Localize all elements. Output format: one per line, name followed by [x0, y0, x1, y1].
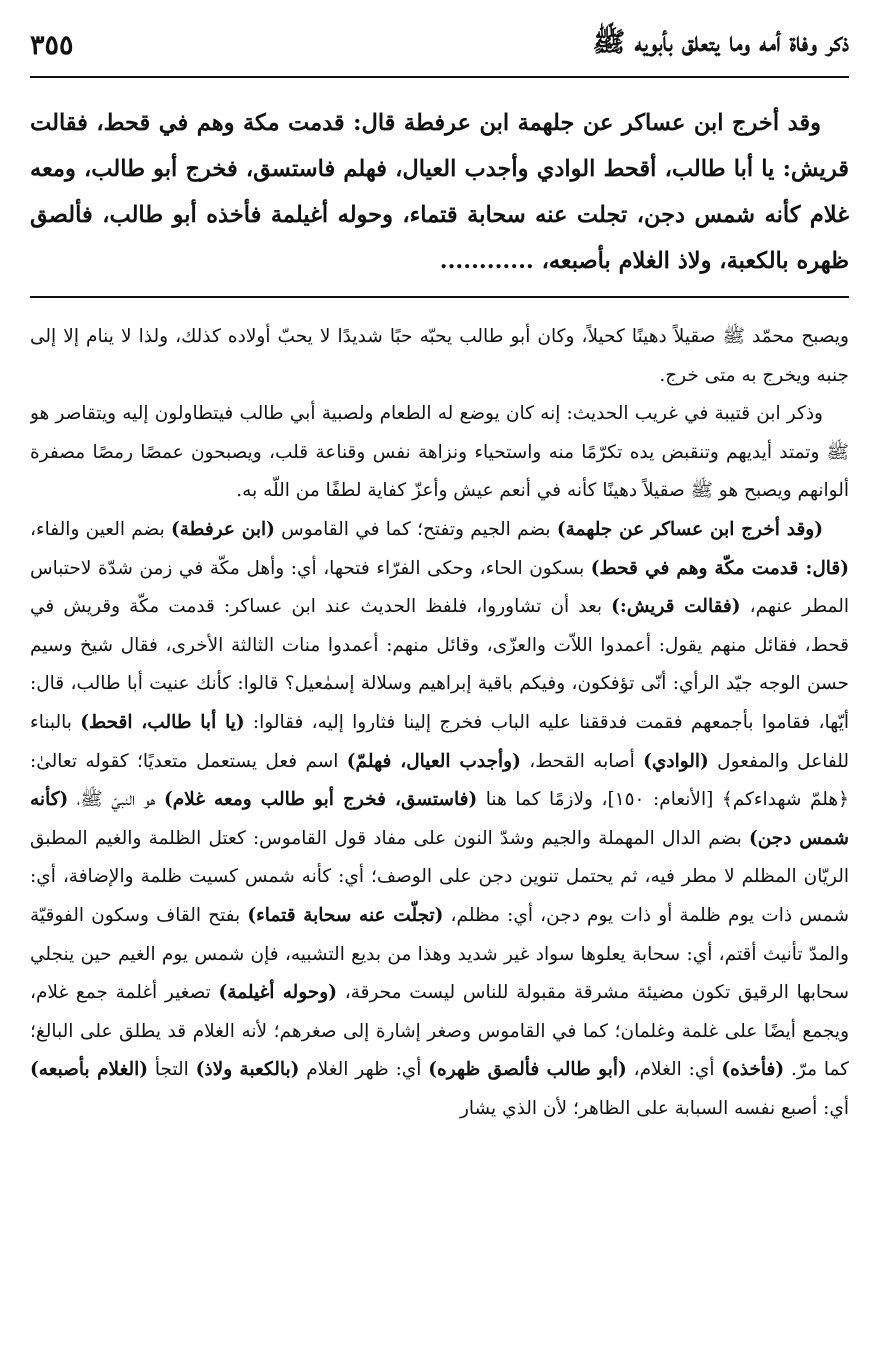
commentary-text: أي: ظهر الغلام — [299, 1059, 429, 1081]
quoted-hadith-phrase: (تجلّت عنه سحابة قتماء) — [247, 904, 444, 926]
quoted-hadith-phrase: (قال: قدمت مكّة وهم في قحط) — [590, 557, 849, 579]
commentary-paragraph-3 — [30, 511, 849, 1129]
commentary-text: أي: الغلام، — [626, 1059, 722, 1081]
quoted-hadith-phrase: (وأجدب العيال، فهلمّ) — [346, 750, 521, 772]
commentary-text: بالبناء للفاعل والمفعول — [30, 711, 849, 772]
commentary-text: بفتح القاف وسكون الفوقيّة والمدّ تأنيث أقتم، أي: سحابة يعلوها سواد غير شديد وهذا من بديع التشبيه، فإن شمس يوم الغيم حين ينجلي سحابها الرقيق تكون مضيئة مشرقة مقبولة للناس ليست محرقة، — [30, 904, 849, 1004]
running-title: ذكر وفاة أمه وما يتعلق بأبويه ﷺ — [592, 27, 849, 58]
quoted-hadith-phrase: (وحوله أغيلمة) — [218, 982, 337, 1004]
commentary-text: هو النبيّ ﷺ، — [68, 789, 164, 811]
commentary-section — [30, 318, 849, 1348]
commentary-text: اسم فعل يستعمل متعديًا؛ كقوله تعالىٰ: ﴿هلمّ شهداءكم﴾ [الأنعام: ١٥٠]، ولازمًا كما هنا — [30, 750, 849, 811]
quoted-hadith-phrase: (وقد أخرج ابن عساكر عن جلهمة) — [556, 518, 823, 540]
quoted-hadith-phrase: (بالكعبة ولاذ) — [195, 1059, 300, 1081]
commentary-text: بسكون الحاء، وحكى الفرّاء فتحها، أي: وأهل مكّة في زمن شدّة لاحتباس المطر عنهم، — [30, 557, 849, 618]
header-rule — [30, 76, 849, 78]
commentary-text: بضم الدال المهملة والجيم وشدّ النون على مفاد قول القاموس: كعتل الظلمة والغيم المطبق الريّان المظلم لا مطر فيه، ثم يحتمل تنوين دجن على الوصف؛ أي: كأنه شمس كسيت ظلمة والإضافة، أي: شمس ذات يوم ظلمة أو ذات يوم دجن، أي: مظلم، — [30, 827, 849, 926]
page-number: ٣٥٥ — [30, 29, 74, 61]
commentary-text: بعد أن تشاوروا، فلفظ الحديث عند ابن عساكر: قدمت مكّة وقريش في قحط، فقائل منهم يقول: أعمدوا اللاّت والعزّى، وقائل منهم: أعمدوا منات الثالثة الأخرى، فقال شيخ وسيم حسن الوجه جيّد الرأي: أنّى تؤفكون، وفيكم باقية إبراهيم وسلالة إسمٰعيل؟ قالوا: كأنك عنيت أبا طالب، قال: أيّها، فقاموا بأجمعهم فقمت فدققنا عليه الباب فخرج إلينا فثاروا إليه، فقالوا: — [30, 596, 849, 733]
commentary-text: تصغير أغلمة جمع غلام، ويجمع أيضًا على غلمة وغلمان؛ كما في القاموس وصغر إشارة إلى صغرهم؛ لأنه الغلام قد يطلق على البالغ؛ كما مرّ. — [30, 982, 849, 1081]
hadith-text — [30, 100, 849, 286]
commentary-paragraph-2: وذكر ابن قتيبة في غريب الحديث: إنه كان يوضع له الطعام ولصبية أبي طالب فيتطاولون إليه ويتقاصر هو ﷺ وتمتد أيديهم وتنقبض يده تكرّمًا منه واستحياء ونزاهة نفس وقناعة قلب، ويصبحون عمصًا رمصًا مصفرة ألوانهم ويصبح هو ﷺ صقيلاً دهينًا كأنه في أنعم عيش وأعزّ كفاية لطفًا من اللّه به. — [30, 403, 849, 502]
footnote-separator — [30, 296, 849, 298]
commentary-text: التجأ — [148, 1059, 196, 1081]
commentary-text: أصابه القحط، — [520, 750, 644, 772]
quoted-hadith-phrase: (فأخذه) — [721, 1059, 785, 1081]
commentary-text: بضم العين والفاء، — [30, 518, 171, 540]
hadith-paragraph: وقد أخرج ابن عساكر عن جلهمة ابن عرفطة قال: قدمت مكة وهم في قحط، فقالت قريش: يا أبا طالب، أقحط الوادي وأجدب العيال، فهلم فاستسق، فخرج أبو طالب، ومعه غلام كأنه شمس دجن، تجلت عنه سحابة قتماء، وحوله أغيلمة فأخذه أبو طالب، فألصق ظهره بالكعبة، ولاذ الغلام بأصبعه، ............ — [30, 110, 849, 274]
quoted-hadith-phrase: (فاستسق، فخرج أبو طالب ومعه غلام) — [163, 789, 478, 811]
quoted-hadith-phrase: (فقالت قريش:) — [611, 596, 741, 618]
quoted-hadith-phrase: (كأنه شمس دجن) — [30, 789, 849, 849]
commentary-text: بضم الجيم وتفتح؛ كما في القاموس — [274, 518, 557, 540]
quoted-hadith-phrase: (يا أبا طالب، اقحط) — [80, 711, 245, 733]
page-header — [30, 22, 849, 68]
quoted-hadith-phrase: (ابن عرفطة) — [171, 518, 275, 540]
commentary-text: أي: أصبع نفسه السبابة على الظاهر؛ لأن الذي يشار — [459, 1097, 849, 1119]
quoted-hadith-phrase: (أبو طالب فألصق ظهره) — [428, 1059, 627, 1081]
quoted-hadith-phrase: (الوادي) — [643, 750, 709, 772]
commentary-paragraph-1: ويصبح محمّد ﷺ صقيلاً دهينًا كحيلاً، وكان أبو طالب يحبّه حبًا شديدًا لا يحبّ أولاده كذلك، ولذا لا ينام إلا إلى جنبه ويخرج به متى خرج. — [30, 326, 849, 386]
quoted-hadith-phrase: (الغلام بأصبعه) — [30, 1059, 149, 1081]
